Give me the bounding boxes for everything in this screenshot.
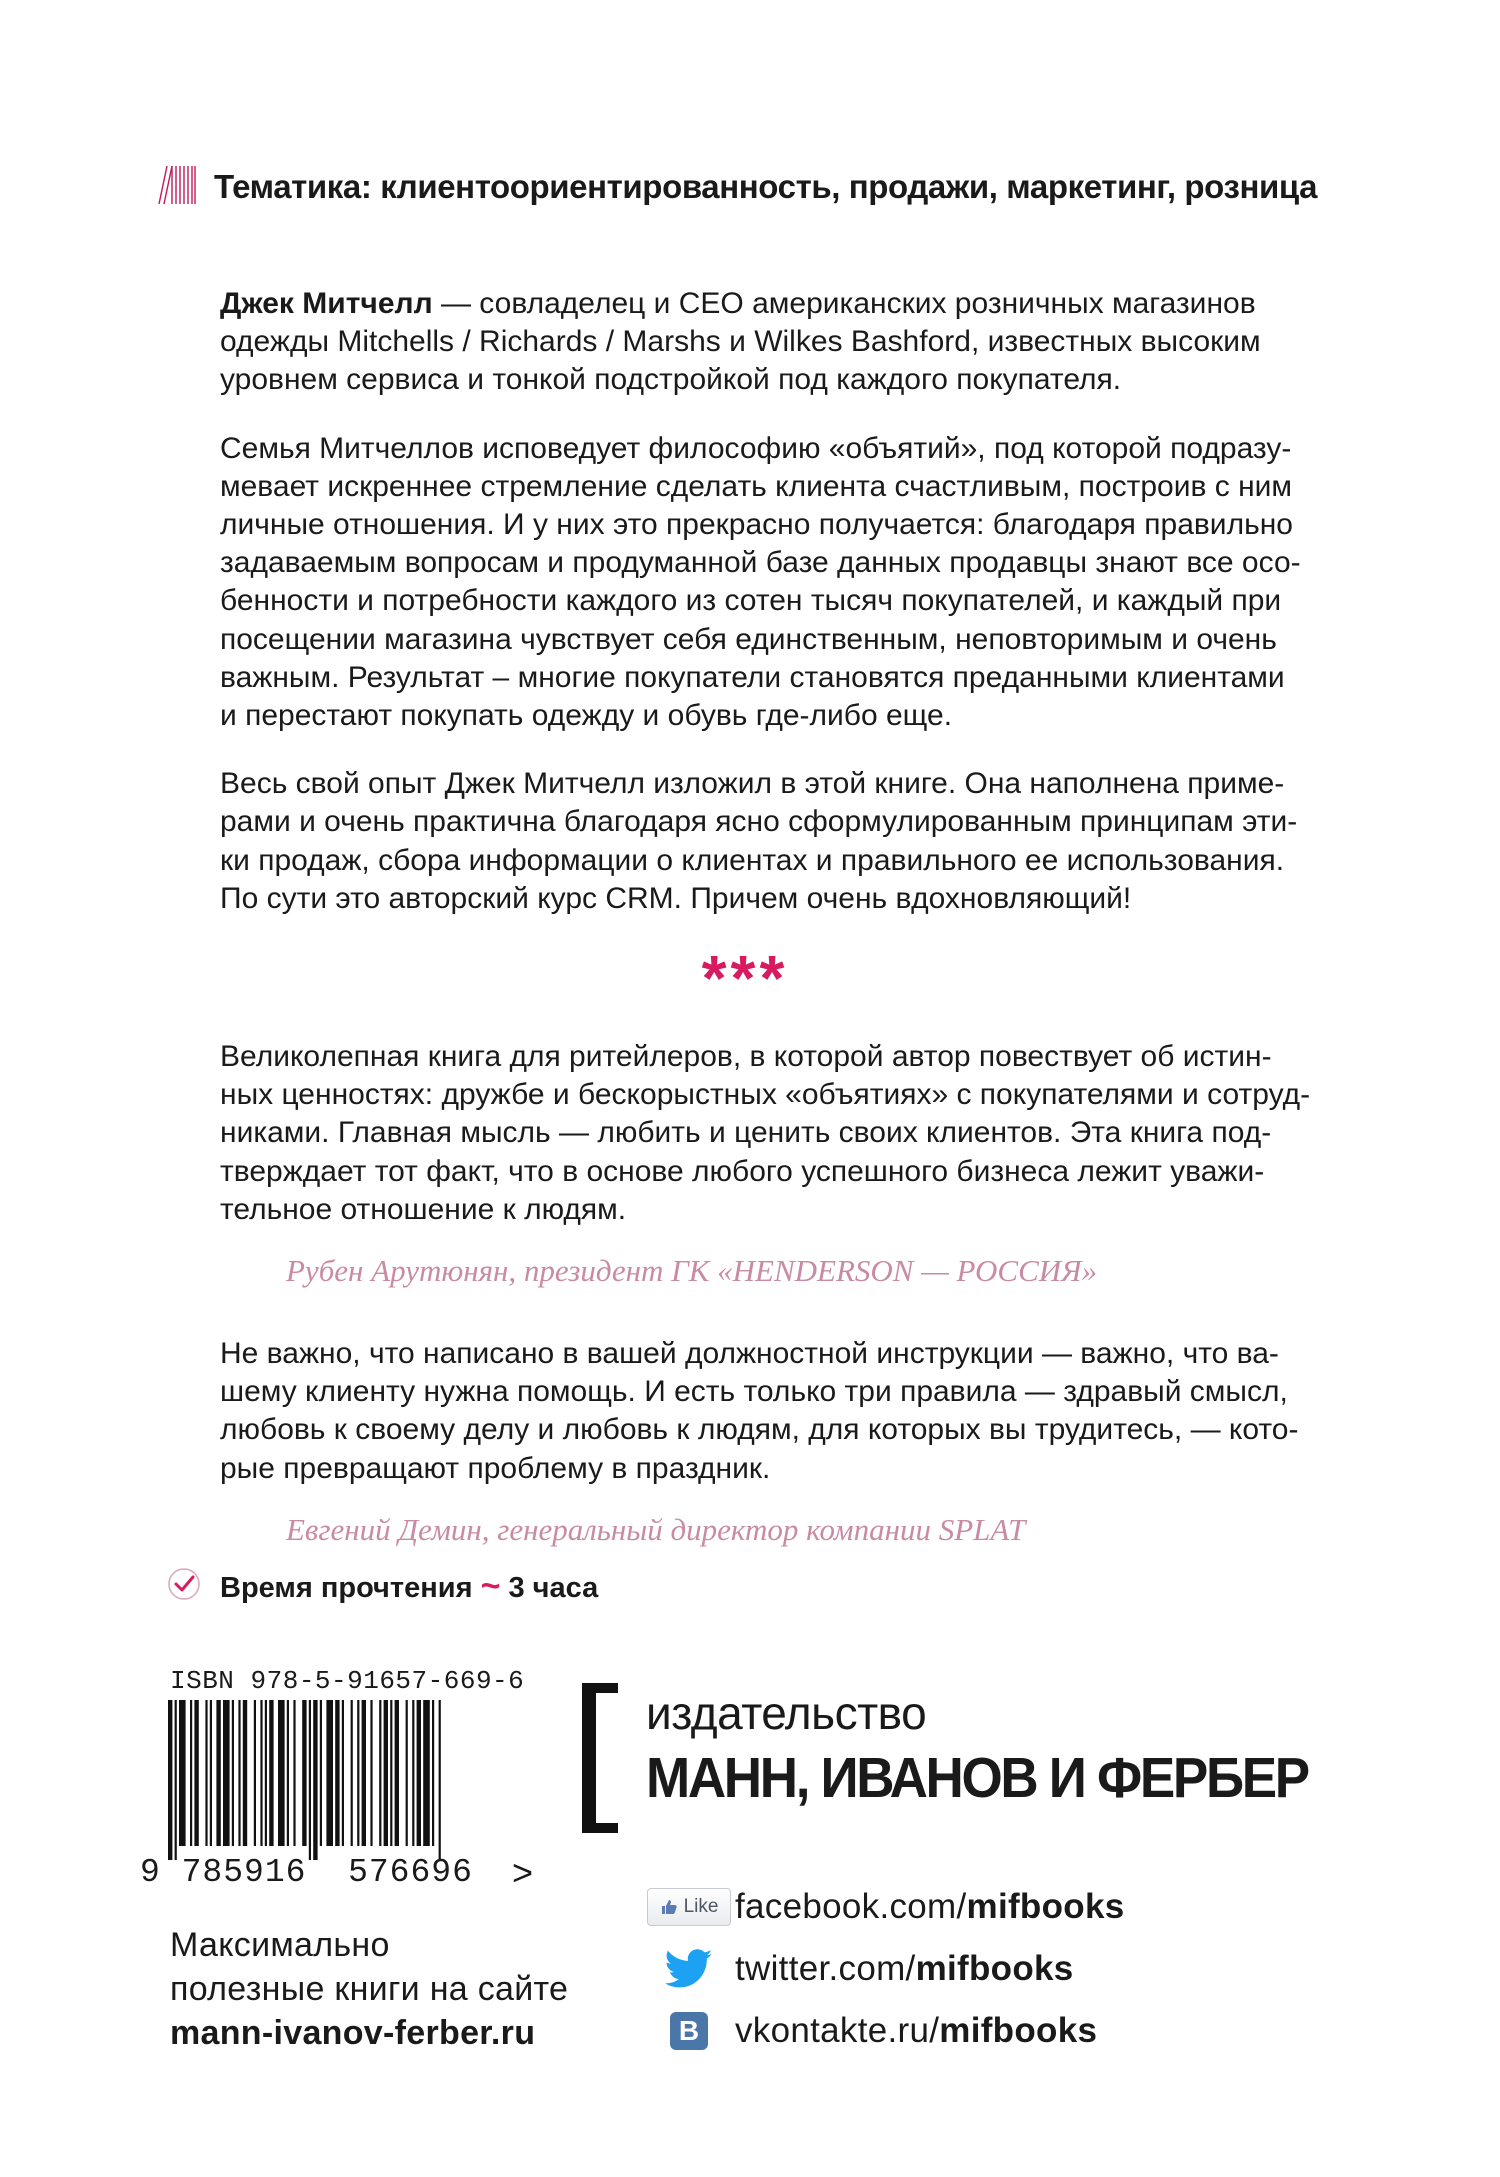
isbn-text: ISBN 978-5-91657-669-6 xyxy=(170,1666,525,1696)
publisher-name: МАНН, ИВАНОВ И ФЕРБЕР xyxy=(646,1746,1308,1810)
barcode-bar xyxy=(432,1700,434,1846)
intro-paragraph xyxy=(220,285,1360,400)
text-line: одежды Mitchells / Richards / Marshs и Wilkes Bashford, известных высоким xyxy=(220,325,1261,359)
text-line: мевает искреннее стремление сделать клиента счастливым, построив с ним xyxy=(220,469,1293,503)
barcode-digit-group: 785916 xyxy=(181,1854,307,1891)
review-paragraph xyxy=(220,1335,1360,1488)
reading-time-value: 3 часа xyxy=(508,1572,599,1604)
text-line: — совладелец и CEO американских розничных магазинов xyxy=(432,287,1256,320)
barcode-bar xyxy=(194,1700,198,1846)
vk-link[interactable] xyxy=(735,2011,1097,2051)
text-line: ки продаж, сбора информации о клиентах и правильного ее использования. xyxy=(220,843,1285,877)
text-line: тверждает тот факт, что в основе любого успешного бизнеса лежит уважи- xyxy=(220,1154,1265,1188)
barcode-bar xyxy=(342,1700,344,1846)
barcode-bar xyxy=(417,1700,421,1846)
text-line: задаваемым вопросам и продуманной базе данных продавцы знают все осо- xyxy=(220,546,1301,580)
facebook-row[interactable] xyxy=(645,1882,1125,1932)
barcode-bar xyxy=(232,1700,234,1846)
barcode-image xyxy=(168,1700,508,1860)
barcode-bar xyxy=(168,1700,172,1860)
text-line: ных ценностях: дружбе и бескорыстных «объятиях» с покупателями и сотруд- xyxy=(220,1078,1311,1112)
barcode-bar xyxy=(379,1700,381,1846)
twitter-row[interactable] xyxy=(645,1944,1074,1994)
text-line: и перестают покупать одежду и обувь где-либо еще. xyxy=(220,699,953,733)
link-handle: mifbooks xyxy=(915,1949,1074,1988)
link-handle: mifbooks xyxy=(966,1887,1125,1926)
barcode-digits xyxy=(140,1854,473,1891)
text-line: рами и очень практична благодаря ясно сформулированным принципам эти- xyxy=(220,805,1298,839)
barcode-bar xyxy=(351,1700,353,1846)
website-link[interactable]: mann-ivanov-ferber.ru xyxy=(170,2014,536,2052)
philosophy-paragraph xyxy=(220,430,1360,736)
text-line: личные отношения. И у них это прекрасно получается: благодаря правильно xyxy=(220,508,1293,542)
barcode-bar xyxy=(357,1700,359,1846)
text-line: Великолепная книга для ритейлеров, в которой автор повествует об истин- xyxy=(220,1040,1272,1074)
barcode-bar xyxy=(254,1700,256,1846)
text-line: никами. Главная мысль — любить и ценить своих клиентов. Эта книга под- xyxy=(220,1116,1272,1150)
text-line: бенности и потребности каждого из сотен тысяч покупателей, и каждый при xyxy=(220,584,1282,618)
review-attribution: Евгений Демин, генеральный директор компании SPLAT xyxy=(286,1511,1026,1547)
barcode-bar xyxy=(179,1700,186,1846)
reading-time xyxy=(220,1567,598,1606)
thumbs-up-icon xyxy=(660,1898,678,1916)
text-line: По сути это авторский курс CRM. Причем очень вдохновляющий! xyxy=(220,881,1132,915)
review-attribution: Рубен Арутюнян, президент ГК «HENDERSON — РОССИЯ» xyxy=(286,1253,1098,1289)
barcode-bar xyxy=(412,1700,414,1846)
barcode-bar xyxy=(278,1700,285,1846)
text-line: посещении магазина чувствует себя единственным, неповторимым и очень xyxy=(220,622,1277,656)
vk-row[interactable] xyxy=(645,2006,1097,2056)
section-separator: *** xyxy=(701,942,789,1015)
publisher-label: издательство xyxy=(646,1687,927,1739)
barcode-bar xyxy=(313,1700,317,1860)
barcode-digit-prefix: 9 xyxy=(140,1854,161,1891)
text-line: Не важно, что написано в вашей должностной инструкции — важно, что ва- xyxy=(220,1337,1279,1371)
twitter-link[interactable] xyxy=(735,1949,1074,1989)
barcode-bar xyxy=(370,1700,372,1846)
barcode-bar xyxy=(423,1700,430,1846)
barcode-bar xyxy=(390,1700,392,1846)
text-line: шему клиенту нужна помощь. И есть только три правила — здравый смысл, xyxy=(220,1375,1288,1409)
link-prefix: vkontakte.ru/ xyxy=(735,2011,940,2050)
barcode-bar xyxy=(309,1700,311,1860)
website-promo-line: полезные книги на сайте xyxy=(170,1970,569,2008)
text-line: Семья Митчеллов исповедует философию «объятий», под которой подразу- xyxy=(220,431,1292,465)
text-line: любовь к своему делу и любовь к людям, для которых вы трудитесь, — кото- xyxy=(220,1413,1299,1447)
text-line: тельное отношение к людям. xyxy=(220,1192,627,1226)
barcode-bar xyxy=(439,1700,441,1860)
barcode-bar xyxy=(265,1700,267,1846)
topics-line: Тематика: клиентоориентированность, продажи, маркетинг, розница xyxy=(214,168,1318,205)
description-body xyxy=(220,285,1360,1594)
link-prefix: twitter.com/ xyxy=(735,1949,916,1988)
barcode-bar xyxy=(326,1700,333,1846)
barcode-digit-group: 576696 xyxy=(348,1854,473,1891)
website-promo xyxy=(170,1923,568,2055)
like-label: Like xyxy=(683,1896,719,1917)
barcode-bar xyxy=(216,1700,220,1846)
barcode-bar xyxy=(243,1700,247,1846)
barcode-bar xyxy=(302,1700,306,1846)
barcode-bar xyxy=(205,1700,207,1846)
barcode-bar xyxy=(260,1700,262,1846)
barcode-bar xyxy=(406,1700,408,1846)
text-line: уровнем сервиса и тонкой подстройкой под каждого покупателя. xyxy=(220,363,1122,397)
website-promo-line: Максимально xyxy=(170,1926,390,1964)
barcode-bar xyxy=(238,1700,240,1846)
link-handle: mifbooks xyxy=(939,2011,1098,2050)
barcode-bar xyxy=(293,1700,295,1846)
barcode-bar xyxy=(269,1700,273,1846)
barcode-bar xyxy=(223,1700,230,1846)
barcode-bar xyxy=(362,1700,366,1846)
facebook-link[interactable] xyxy=(735,1887,1125,1927)
author-name: Джек Митчелл xyxy=(220,287,433,320)
facebook-like-button[interactable] xyxy=(647,1888,731,1926)
vk-icon: B xyxy=(670,2012,708,2050)
barcode-bar xyxy=(335,1700,339,1846)
barcode-quiet-zone-marker: > xyxy=(512,1852,534,1893)
text-line: важным. Результат – многие покупатели становятся преданными клиентами xyxy=(220,660,1285,694)
checkmark-circle-icon xyxy=(166,1566,202,1602)
barcode-bar xyxy=(287,1700,289,1846)
review-paragraph xyxy=(220,1038,1360,1229)
barcode-bar xyxy=(175,1700,177,1860)
reading-time-label: Время прочтения xyxy=(220,1572,473,1604)
barcode-bar xyxy=(320,1700,322,1846)
barcode-bar xyxy=(384,1700,388,1846)
reading-time-tilde: ~ xyxy=(480,1567,501,1605)
link-prefix: facebook.com/ xyxy=(735,1887,967,1926)
twitter-bird-icon xyxy=(665,1949,713,1989)
text-line: рые превращают проблему в праздник. xyxy=(220,1451,771,1485)
barcode-bar xyxy=(190,1700,192,1846)
barcode-bar xyxy=(210,1700,212,1846)
experience-paragraph xyxy=(220,765,1360,918)
bracket-logo-mark xyxy=(582,1683,620,1833)
book-spines-icon xyxy=(156,164,198,206)
barcode-bar xyxy=(395,1700,399,1846)
text-line: Весь свой опыт Джек Митчелл изложил в этой книге. Она наполнена приме- xyxy=(220,767,1285,801)
